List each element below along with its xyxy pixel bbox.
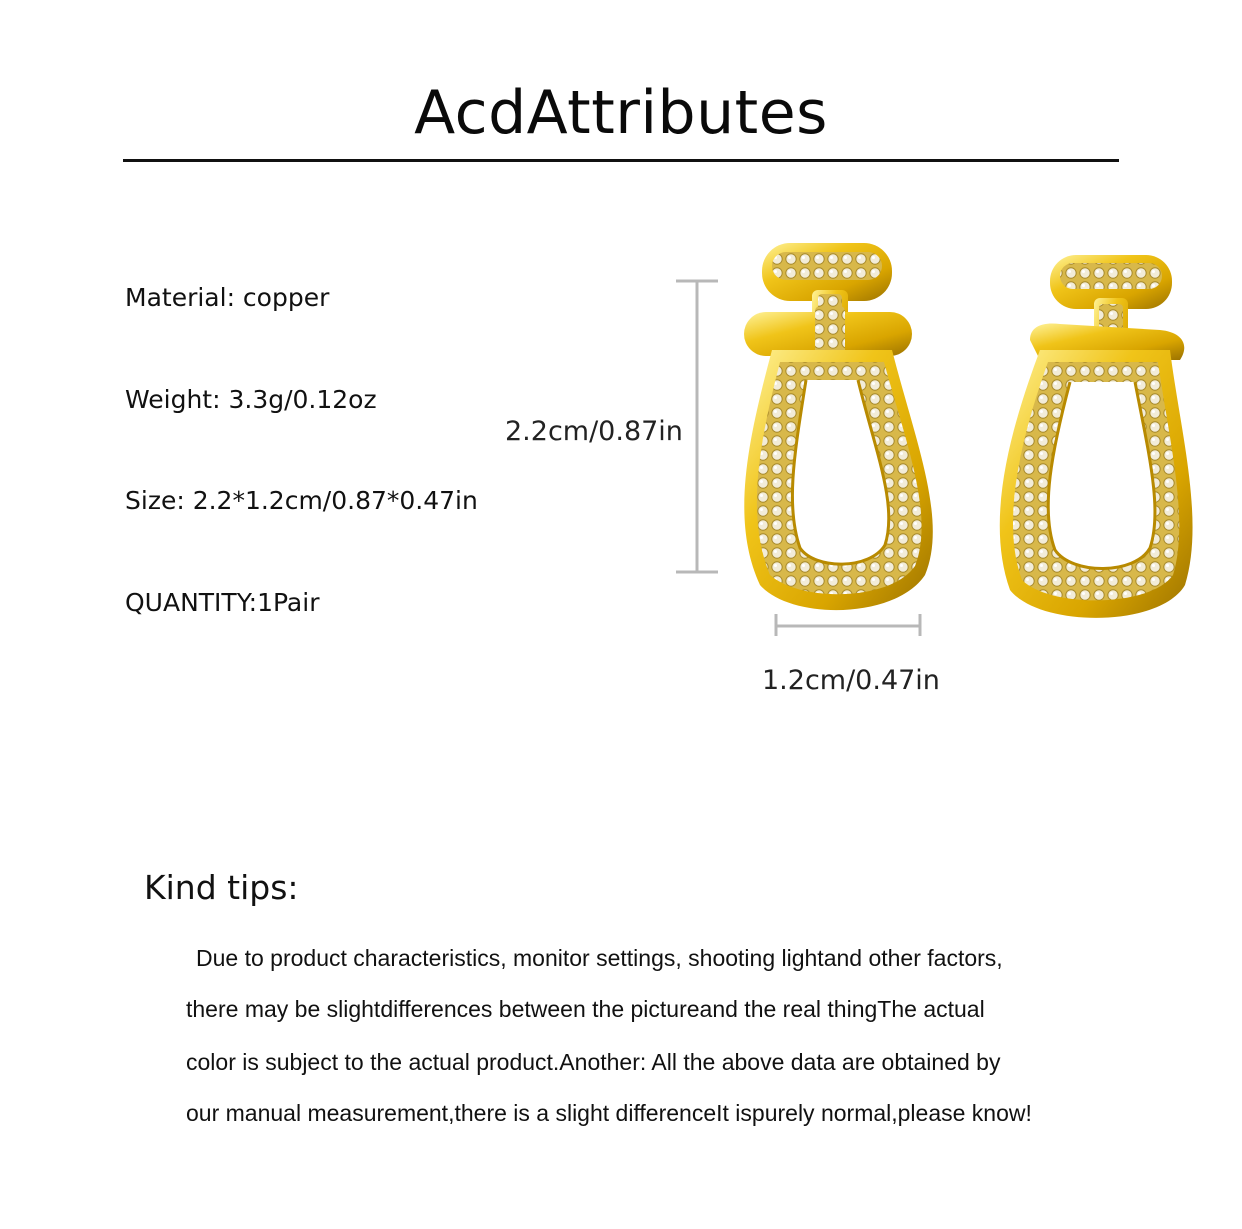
width-measure-line	[776, 614, 920, 636]
attribute-size: Size: 2.2*1.2cm/0.87*0.47in	[125, 486, 478, 515]
tip-line: our manual measurement,there is a slight differenceIt ispurely normal,please know!	[186, 1100, 1032, 1126]
kind-tips-title: Kind tips:	[144, 868, 299, 907]
height-dimension-label: 2.2cm/0.87in	[505, 416, 683, 447]
tip-line: color is subject to the actual product.Another: All the above data are obtained by	[186, 1049, 1001, 1075]
width-dimension-label: 1.2cm/0.47in	[762, 665, 940, 696]
tip-line: there may be slightdifferences between the pictureand the real thingThe actual	[186, 996, 985, 1022]
page-title: AcdAttributes	[414, 78, 828, 148]
tip-line: Due to product characteristics, monitor settings, shooting lightand other factors,	[196, 945, 1003, 971]
attribute-weight: Weight: 3.3g/0.12oz	[125, 385, 377, 414]
attribute-material: Material: copper	[125, 283, 330, 312]
earring-right	[1000, 255, 1193, 618]
earring-left	[744, 243, 933, 610]
attribute-quantity: QUANTITY:1Pair	[125, 588, 320, 617]
